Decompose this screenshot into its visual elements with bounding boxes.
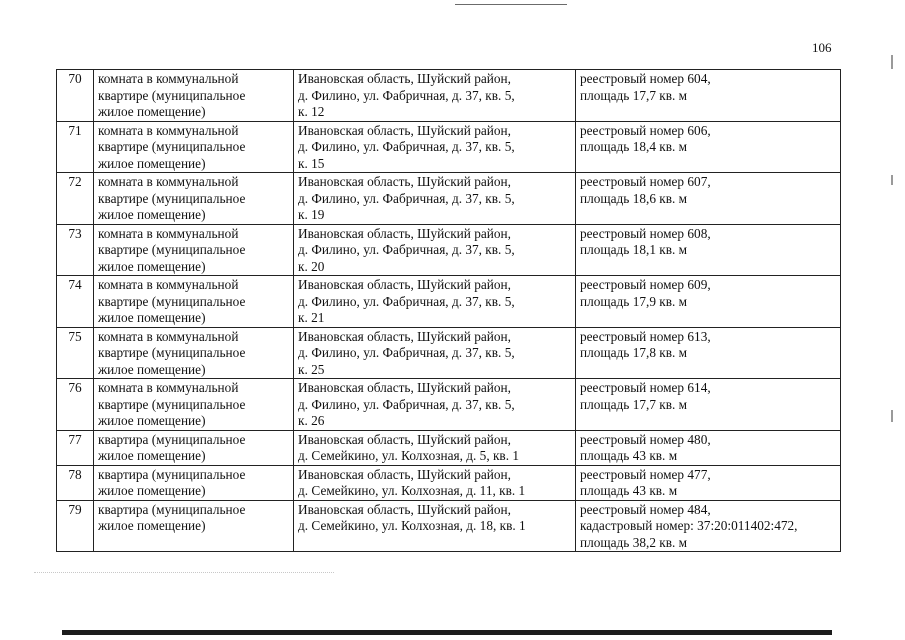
property-type-cell: комната в коммунальной квартире (муниципальное жилое помещение) (94, 379, 294, 431)
address-cell: Ивановская область, Шуйский район, д. Семейкино, ул. Колхозная, д. 5, кв. 1 (294, 430, 576, 465)
address-cell: Ивановская область, Шуйский район, д. Филино, ул. Фабричная, д. 37, кв. 5, к. 21 (294, 276, 576, 328)
table-row (57, 430, 841, 465)
table-row (57, 465, 841, 500)
registry-info-cell: реестровый номер 614, площадь 17,7 кв. м (576, 379, 841, 431)
property-type-cell: квартира (муниципальное жилое помещение) (94, 500, 294, 552)
registry-info-cell: реестровый номер 477, площадь 43 кв. м (576, 465, 841, 500)
property-type-cell: комната в коммунальной квартире (муниципальное жилое помещение) (94, 224, 294, 276)
property-type-cell: квартира (муниципальное жилое помещение) (94, 465, 294, 500)
row-number-cell: 73 (57, 224, 94, 276)
bottom-scan-bar (62, 630, 832, 635)
registry-info-cell: реестровый номер 480, площадь 43 кв. м (576, 430, 841, 465)
registry-info-cell: реестровый номер 607, площадь 18,6 кв. м (576, 173, 841, 225)
table-row (57, 379, 841, 431)
table-row (57, 500, 841, 552)
property-type-cell: комната в коммунальной квартире (муниципальное жилое помещение) (94, 173, 294, 225)
row-number-cell: 74 (57, 276, 94, 328)
address-cell: Ивановская область, Шуйский район, д. Филино, ул. Фабричная, д. 37, кв. 5, к. 19 (294, 173, 576, 225)
row-number-cell: 78 (57, 465, 94, 500)
scan-artifact-dots (34, 572, 334, 573)
registry-info-cell: реестровый номер 604, площадь 17,7 кв. м (576, 70, 841, 122)
table-body (57, 70, 841, 552)
address-cell: Ивановская область, Шуйский район, д. Филино, ул. Фабричная, д. 37, кв. 5, к. 26 (294, 379, 576, 431)
address-cell: Ивановская область, Шуйский район, д. Филино, ул. Фабричная, д. 37, кв. 5, к. 20 (294, 224, 576, 276)
table-row (57, 276, 841, 328)
top-scan-line (455, 4, 567, 5)
table-row (57, 70, 841, 122)
row-number-cell: 70 (57, 70, 94, 122)
property-registry-table (56, 69, 841, 552)
registry-info-cell: реестровый номер 608, площадь 18,1 кв. м (576, 224, 841, 276)
address-cell: Ивановская область, Шуйский район, д. Семейкино, ул. Колхозная, д. 18, кв. 1 (294, 500, 576, 552)
scan-edge-mark (891, 175, 893, 185)
address-cell: Ивановская область, Шуйский район, д. Филино, ул. Фабричная, д. 37, кв. 5, к. 25 (294, 327, 576, 379)
scan-edge-mark (891, 410, 893, 422)
row-number-cell: 71 (57, 121, 94, 173)
table-row (57, 224, 841, 276)
table-row (57, 173, 841, 225)
row-number-cell: 75 (57, 327, 94, 379)
registry-info-cell: реестровый номер 609, площадь 17,9 кв. м (576, 276, 841, 328)
address-cell: Ивановская область, Шуйский район, д. Филино, ул. Фабричная, д. 37, кв. 5, к. 15 (294, 121, 576, 173)
table-row (57, 327, 841, 379)
scan-edge-mark (891, 55, 893, 69)
property-type-cell: комната в коммунальной квартире (муниципальное жилое помещение) (94, 121, 294, 173)
registry-info-cell: реестровый номер 484, кадастровый номер: 37:20:011402:472, площадь 38,2 кв. м (576, 500, 841, 552)
row-number-cell: 79 (57, 500, 94, 552)
property-type-cell: комната в коммунальной квартире (муниципальное жилое помещение) (94, 327, 294, 379)
row-number-cell: 76 (57, 379, 94, 431)
property-type-cell: комната в коммунальной квартире (муниципальное жилое помещение) (94, 276, 294, 328)
page-number: 106 (812, 40, 832, 55)
registry-info-cell: реестровый номер 613, площадь 17,8 кв. м (576, 327, 841, 379)
address-cell: Ивановская область, Шуйский район, д. Филино, ул. Фабричная, д. 37, кв. 5, к. 12 (294, 70, 576, 122)
registry-info-cell: реестровый номер 606, площадь 18,4 кв. м (576, 121, 841, 173)
row-number-cell: 72 (57, 173, 94, 225)
table-row (57, 121, 841, 173)
row-number-cell: 77 (57, 430, 94, 465)
address-cell: Ивановская область, Шуйский район, д. Семейкино, ул. Колхозная, д. 11, кв. 1 (294, 465, 576, 500)
property-type-cell: комната в коммунальной квартире (муниципальное жилое помещение) (94, 70, 294, 122)
property-type-cell: квартира (муниципальное жилое помещение) (94, 430, 294, 465)
